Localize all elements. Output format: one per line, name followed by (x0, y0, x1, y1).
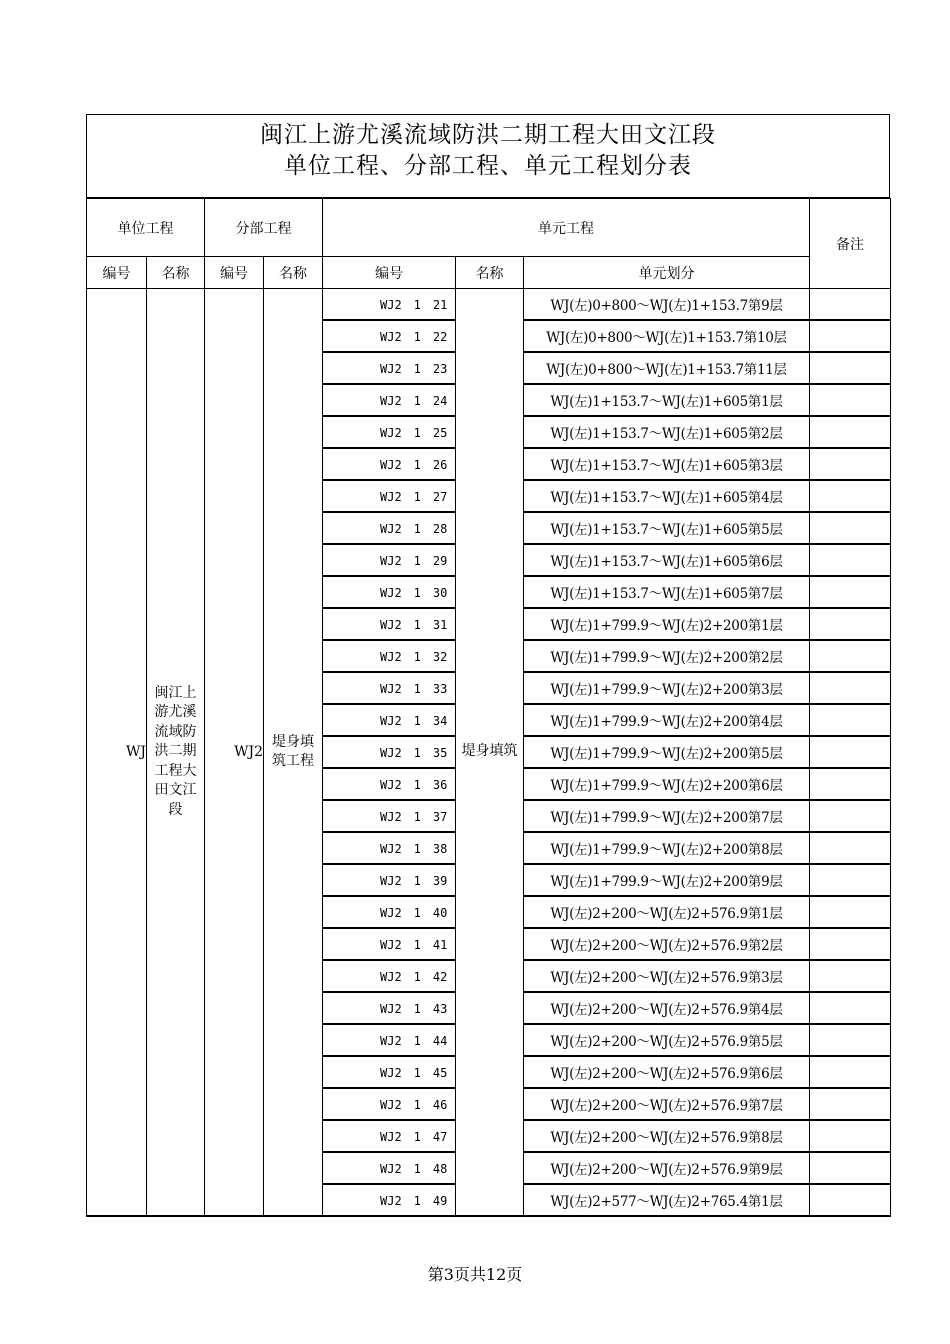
remarks-cell (810, 800, 891, 832)
element-division-cell: WJ(左)2+200～WJ(左)2+576.9第1层 (524, 896, 810, 928)
element-division-cell: WJ(左)1+799.9～WJ(左)2+200第2层 (524, 640, 810, 672)
element-division-cell: WJ(左)2+200～WJ(左)2+576.9第4层 (524, 992, 810, 1024)
element-code-cell: WJ2 1 42 (323, 960, 456, 992)
element-code-cell: WJ2 1 29 (323, 544, 456, 576)
remarks-cell (810, 704, 891, 736)
element-division-cell: WJ(左)1+153.7～WJ(左)1+605第6层 (524, 544, 810, 576)
element-division-cell: WJ(左)1+799.9～WJ(左)2+200第6层 (524, 768, 810, 800)
element-code-cell: WJ2 1 25 (323, 416, 456, 448)
remarks-cell (810, 640, 891, 672)
element-division-cell: WJ(左)1+799.9～WJ(左)2+200第8层 (524, 832, 810, 864)
sub-project-header: 分部工程 (205, 199, 323, 257)
element-division-cell: WJ(左)2+577～WJ(左)2+765.4第1层 (524, 1184, 810, 1216)
element-division-cell: WJ(左)1+799.9～WJ(左)2+200第3层 (524, 672, 810, 704)
element-code-cell: WJ2 1 26 (323, 448, 456, 480)
division-table (86, 198, 891, 1217)
element-division-cell: WJ(左)2+200～WJ(左)2+576.9第7层 (524, 1088, 810, 1120)
sub-code-header: 编号 (205, 257, 264, 289)
element-code-cell: WJ2 1 37 (323, 800, 456, 832)
element-division-cell: WJ(左)1+153.7～WJ(左)1+605第2层 (524, 416, 810, 448)
element-code-cell: WJ2 1 39 (323, 864, 456, 896)
element-code-cell: WJ2 1 28 (323, 512, 456, 544)
element-division-cell: WJ(左)1+153.7～WJ(左)1+605第3层 (524, 448, 810, 480)
element-division-cell: WJ(左)0+800～WJ(左)1+153.7第11层 (524, 352, 810, 384)
element-code-cell: WJ2 1 31 (323, 608, 456, 640)
remarks-cell (810, 736, 891, 768)
remarks-cell (810, 928, 891, 960)
table-row (87, 289, 891, 321)
element-division-cell: WJ(左)1+799.9～WJ(左)2+200第4层 (524, 704, 810, 736)
element-code-cell: WJ2 1 30 (323, 576, 456, 608)
remarks-cell (810, 544, 891, 576)
element-code-cell: WJ2 1 43 (323, 992, 456, 1024)
remarks-cell (810, 416, 891, 448)
element-division-cell: WJ(左)2+200～WJ(左)2+576.9第6层 (524, 1056, 810, 1088)
element-code-cell: WJ2 1 34 (323, 704, 456, 736)
element-division-cell: WJ(左)1+153.7～WJ(左)1+605第5层 (524, 512, 810, 544)
element-division-cell: WJ(左)1+153.7～WJ(左)1+605第7层 (524, 576, 810, 608)
unit-project-header: 单位工程 (87, 199, 205, 257)
sub-name-header: 名称 (264, 257, 323, 289)
element-code-cell: WJ2 1 48 (323, 1152, 456, 1184)
element-code-header: 编号 (323, 257, 456, 289)
element-division-cell: WJ(左)0+800～WJ(左)1+153.7第10层 (524, 320, 810, 352)
remarks-cell (810, 896, 891, 928)
element-code-cell: WJ2 1 46 (323, 1088, 456, 1120)
unit-code-header: 编号 (87, 257, 147, 289)
element-division-cell: WJ(左)1+153.7～WJ(左)1+605第1层 (524, 384, 810, 416)
element-division-cell: WJ(左)2+200～WJ(左)2+576.9第2层 (524, 928, 810, 960)
remarks-cell (810, 512, 891, 544)
element-division-cell: WJ(左)2+200～WJ(左)2+576.9第5层 (524, 1024, 810, 1056)
title-line-1: 闽江上游尤溪流域防洪二期工程大田文江段 (260, 122, 716, 148)
unit-code-cell: WJ (87, 289, 147, 1217)
element-code-cell: WJ2 1 32 (323, 640, 456, 672)
remarks-cell (810, 768, 891, 800)
element-division-cell: WJ(左)0+800～WJ(左)1+153.7第9层 (524, 289, 810, 321)
remarks-cell (810, 576, 891, 608)
remarks-cell (810, 352, 891, 384)
remarks-cell (810, 1056, 891, 1088)
remarks-cell (810, 1024, 891, 1056)
element-code-cell: WJ2 1 33 (323, 672, 456, 704)
remarks-cell (810, 480, 891, 512)
element-name-header: 名称 (456, 257, 524, 289)
remarks-cell (810, 384, 891, 416)
remarks-cell (810, 864, 891, 896)
element-code-cell: WJ2 1 41 (323, 928, 456, 960)
element-code-cell: WJ2 1 24 (323, 384, 456, 416)
remarks-cell (810, 1120, 891, 1152)
element-division-cell: WJ(左)2+200～WJ(左)2+576.9第3层 (524, 960, 810, 992)
element-code-cell: WJ2 1 49 (323, 1184, 456, 1216)
element-project-header: 单元工程 (323, 199, 810, 257)
element-code-cell: WJ2 1 44 (323, 1024, 456, 1056)
remarks-cell (810, 992, 891, 1024)
element-code-cell: WJ2 1 45 (323, 1056, 456, 1088)
sub-code-cell: WJ2 (205, 289, 264, 1217)
title-line-2: 单位工程、分部工程、单元工程划分表 (284, 153, 692, 179)
remarks-cell (810, 289, 891, 321)
element-division-cell: WJ(左)1+799.9～WJ(左)2+200第1层 (524, 608, 810, 640)
element-code-cell: WJ2 1 38 (323, 832, 456, 864)
remarks-cell (810, 448, 891, 480)
element-code-cell: WJ2 1 40 (323, 896, 456, 928)
remarks-cell (810, 1184, 891, 1216)
unit-name-cell: 闽江上游尤溪流域防洪二期工程大田文江段 (147, 289, 205, 1217)
element-code-cell: WJ2 1 22 (323, 320, 456, 352)
element-division-cell: WJ(左)1+799.9～WJ(左)2+200第5层 (524, 736, 810, 768)
element-code-cell: WJ2 1 36 (323, 768, 456, 800)
remarks-cell (810, 672, 891, 704)
sub-name-cell: 堤身填筑工程 (264, 289, 323, 1217)
remarks-cell (810, 608, 891, 640)
remarks-cell (810, 1152, 891, 1184)
division-sheet (86, 114, 890, 1218)
element-code-cell: WJ2 1 23 (323, 352, 456, 384)
element-division-cell: WJ(左)1+799.9～WJ(左)2+200第9层 (524, 864, 810, 896)
remarks-cell (810, 960, 891, 992)
remarks-cell (810, 1088, 891, 1120)
element-code-cell: WJ2 1 27 (323, 480, 456, 512)
remarks-header: 备注 (810, 199, 891, 289)
unit-name-header: 名称 (147, 257, 205, 289)
element-division-cell: WJ(左)1+153.7～WJ(左)1+605第4层 (524, 480, 810, 512)
element-division-header: 单元划分 (524, 257, 810, 289)
remarks-cell (810, 832, 891, 864)
element-code-cell: WJ2 1 21 (323, 289, 456, 321)
element-division-cell: WJ(左)1+799.9～WJ(左)2+200第7层 (524, 800, 810, 832)
element-division-cell: WJ(左)2+200～WJ(左)2+576.9第8层 (524, 1120, 810, 1152)
title-block (86, 114, 890, 199)
element-code-cell: WJ2 1 35 (323, 736, 456, 768)
element-name-cell: 堤身填筑 (456, 289, 524, 1217)
element-division-cell: WJ(左)2+200～WJ(左)2+576.9第9层 (524, 1152, 810, 1184)
page-footer: 第3页共12页 (427, 1265, 523, 1284)
element-code-cell: WJ2 1 47 (323, 1120, 456, 1152)
remarks-cell (810, 320, 891, 352)
